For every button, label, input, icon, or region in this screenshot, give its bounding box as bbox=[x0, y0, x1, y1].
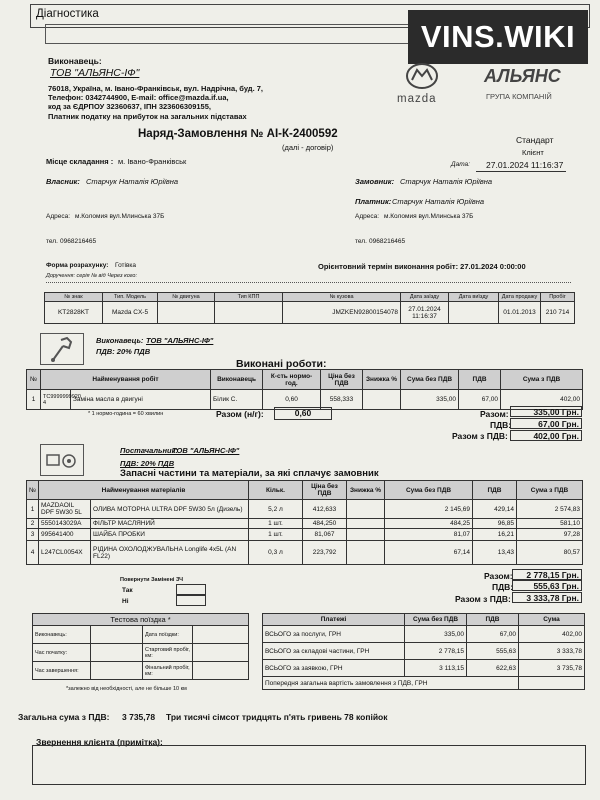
payments-header-name: Платежі bbox=[263, 614, 405, 626]
phone-label: тел. bbox=[46, 238, 58, 245]
order-client: Клієнт bbox=[522, 148, 544, 157]
parts-vat-sum: 555,63 Грн. bbox=[512, 580, 582, 591]
parts-icon bbox=[41, 445, 83, 475]
phone-value: 0968216465 bbox=[60, 238, 97, 245]
address-label: Адреса: bbox=[46, 213, 71, 220]
date-underline bbox=[476, 171, 566, 172]
payments-services-total: 402,00 bbox=[519, 626, 585, 643]
payer-label: Платник: bbox=[355, 197, 392, 206]
test-drive-end-label: Час завершення: bbox=[33, 662, 91, 680]
parts-row2-discount bbox=[347, 519, 385, 529]
vehicle-table bbox=[44, 292, 575, 324]
test-drive-start-km-label: Стартовий пробіг, км: bbox=[143, 644, 193, 662]
works-row-number: 1 bbox=[27, 390, 41, 410]
parts-row1-discount bbox=[347, 500, 385, 519]
table-row bbox=[263, 626, 585, 643]
works-header-price: Ціна без ПДВ bbox=[321, 370, 363, 390]
table-row bbox=[27, 500, 583, 519]
parts-row1-qty: 5,2 л bbox=[249, 500, 303, 519]
works-row-vat: 67,00 bbox=[459, 390, 501, 410]
parts-row4-code: L247CL0054X bbox=[39, 541, 91, 565]
address-value: м.Коломия вул.Млинська 37Б bbox=[75, 213, 165, 220]
customer-value: Старчук Наталія Юріївна bbox=[400, 177, 493, 186]
parts-row4-vat: 13,43 bbox=[473, 541, 517, 565]
mazda-logo-text: mazda bbox=[397, 93, 437, 105]
return-no-label: Ні bbox=[122, 598, 129, 605]
order-subtitle: (далі - договір) bbox=[282, 143, 334, 152]
comment-box[interactable] bbox=[32, 745, 586, 785]
payments-header-vat: ПДВ bbox=[467, 614, 519, 626]
payments-parts-label: ВСЬОГО за складові частини, ГРН bbox=[263, 643, 405, 660]
power-underline bbox=[46, 282, 571, 283]
payer-value: Старчук Наталія Юріївна bbox=[392, 197, 485, 206]
works-header-number: № bbox=[27, 370, 41, 390]
parts-row3-code: 995641400 bbox=[39, 529, 91, 541]
vehicle-header-engine: № двигуна bbox=[158, 293, 215, 302]
works-header-sum: Сума без ПДВ bbox=[401, 370, 459, 390]
order-type: Стандарт bbox=[516, 135, 554, 145]
test-drive-vendor-label: Виконавець: bbox=[33, 626, 91, 644]
works-vendor-name: ТОВ "АЛЬЯНС-ІФ" bbox=[146, 336, 214, 345]
power-of-attorney: Доручення: серія № від Через кого: bbox=[46, 273, 138, 279]
parts-row1-sum: 2 145,69 bbox=[385, 500, 473, 519]
parts-total-vat: 3 333,78 Грн. bbox=[512, 592, 582, 603]
table-row bbox=[263, 643, 585, 660]
parts-supplier-label: Постачальник: bbox=[120, 446, 178, 455]
parts-total-vat-label: Разом з ПДВ: bbox=[455, 594, 511, 604]
payments-final-value bbox=[519, 677, 585, 690]
payments-header-net: Сума без ПДВ bbox=[405, 614, 467, 626]
parts-header-qty: Кільк. bbox=[249, 481, 303, 500]
parts-row1-sum-vat: 2 574,83 bbox=[517, 500, 583, 519]
date-label: Дата: bbox=[451, 161, 470, 168]
test-drive-end-field[interactable] bbox=[91, 662, 143, 680]
parts-header-name: Найменування матеріалів bbox=[39, 481, 249, 500]
parts-row4-number: 4 bbox=[27, 541, 39, 565]
works-header-hours: К-сть нормо-год. bbox=[263, 370, 321, 390]
vehicle-sale-date: 01.01.2013 bbox=[499, 302, 541, 324]
parts-row4-sum: 67,14 bbox=[385, 541, 473, 565]
parts-row4-name: РІДИНА ОХОЛОДЖУВАЛЬНА Longlife 4x5L (AN FL22) bbox=[91, 541, 249, 565]
vehicle-arrival: 27.01.2024 11:16:37 bbox=[401, 302, 449, 324]
works-row-name: Заміна масла в двигуні bbox=[71, 390, 211, 410]
test-drive-end-km-field[interactable] bbox=[193, 662, 249, 680]
works-vendor-label: Виконавець: bbox=[96, 336, 144, 345]
test-drive-start-field[interactable] bbox=[91, 644, 143, 662]
vehicle-mileage: 210 714 bbox=[541, 302, 575, 324]
parts-header-number: № bbox=[27, 481, 39, 500]
vehicle-gearbox bbox=[215, 302, 283, 324]
payments-parts-vat: 555,63 bbox=[467, 643, 519, 660]
vehicle-header-model: Тип. Модель bbox=[103, 293, 158, 302]
works-sum: 335,00 Грн. bbox=[510, 406, 582, 417]
works-row-price: 558,333 bbox=[321, 390, 363, 410]
works-row-hours: 0,60 bbox=[263, 390, 321, 410]
header-subbar bbox=[45, 24, 415, 44]
table-row bbox=[27, 541, 583, 565]
vehicle-header-sale-date: Дата продажу bbox=[499, 293, 541, 302]
parts-row2-sum-vat: 581,10 bbox=[517, 519, 583, 529]
payment-form-value: Готівка bbox=[115, 262, 137, 269]
works-total-hours-label: Разом (н/г): bbox=[216, 409, 264, 419]
parts-sum-label: Разом: bbox=[484, 571, 513, 581]
place-value: м. Івано-Франківськ bbox=[118, 157, 187, 166]
parts-vat: ПДВ: 20% ПДВ bbox=[120, 459, 175, 468]
works-header-discount: Знижка % bbox=[363, 370, 401, 390]
parts-row3-price: 81,067 bbox=[303, 529, 347, 541]
payments-order-vat: 622,63 bbox=[467, 660, 519, 677]
parts-sum: 2 778,15 Грн. bbox=[512, 569, 582, 580]
parts-image-frame bbox=[40, 444, 84, 476]
parts-row4-sum-vat: 80,57 bbox=[517, 541, 583, 565]
payments-parts-net: 2 778,15 bbox=[405, 643, 467, 660]
payments-services-net: 335,00 bbox=[405, 626, 467, 643]
return-yes-label: Так bbox=[122, 587, 133, 594]
payments-table bbox=[262, 613, 585, 690]
payments-order-total: 3 735,78 bbox=[519, 660, 585, 677]
parts-row3-sum-vat: 97,28 bbox=[517, 529, 583, 541]
parts-header-discount: Знижка % bbox=[347, 481, 385, 500]
payments-header-total: Сума bbox=[519, 614, 585, 626]
grand-total-value: 3 735,78 bbox=[122, 712, 156, 722]
payments-parts-total: 3 333,78 bbox=[519, 643, 585, 660]
alliance-logo bbox=[480, 62, 570, 112]
parts-row2-number: 2 bbox=[27, 519, 39, 529]
works-image-frame bbox=[40, 333, 84, 365]
works-row-performer: Білик С. bbox=[211, 390, 263, 410]
parts-header-price: Ціна без ПДВ bbox=[303, 481, 347, 500]
payment-form-label: Форма розрахунку: bbox=[46, 262, 109, 269]
works-note: * 1 нормо-година = 60 хвилин bbox=[88, 411, 164, 417]
watermark: VINS.WIKI bbox=[408, 10, 588, 64]
parts-row3-sum: 81,07 bbox=[385, 529, 473, 541]
parts-row1-price: 412,633 bbox=[303, 500, 347, 519]
works-vat-sum: 67,00 Грн. bbox=[510, 418, 582, 429]
works-vat-label: ПДВ: bbox=[490, 420, 512, 430]
works-row-sum-vat: 402,00 bbox=[501, 390, 583, 410]
vehicle-header-departure: Дата виїзду bbox=[449, 293, 499, 302]
parts-row3-name: ШАЙБА ПРОБКИ bbox=[91, 529, 249, 541]
vendor-contacts: Телефон: 0342744900, E-mail: office@mazda.if.ua, bbox=[48, 93, 229, 102]
works-header-sum-vat: Сума з ПДВ bbox=[501, 370, 583, 390]
payments-order-label: ВСЬОГО за заявкою, ГРН bbox=[263, 660, 405, 677]
parts-header-sum: Сума без ПДВ bbox=[385, 481, 473, 500]
table-row bbox=[263, 660, 585, 677]
parts-row4-qty: 0,3 л bbox=[249, 541, 303, 565]
works-row-sum: 335,00 bbox=[401, 390, 459, 410]
vendor-name: ТОВ "АЛЬЯНС-ІФ" bbox=[50, 67, 140, 79]
parts-supplier-name: ТОВ "АЛЬЯНС-ІФ" bbox=[172, 446, 240, 455]
vehicle-header-vin: № кузова bbox=[283, 293, 401, 302]
works-header-performer: Виконавець bbox=[211, 370, 263, 390]
vehicle-vin: JMZKEN92800154078 bbox=[283, 302, 401, 324]
alliance-logo-text: АЛЬЯНС bbox=[484, 66, 561, 86]
parts-row3-number: 3 bbox=[27, 529, 39, 541]
vendor-address: 76018, Україна, м. Івано-Франківськ, вул. Надрічна, буд. 7, bbox=[48, 84, 263, 93]
table-row bbox=[27, 519, 583, 529]
vehicle-model: Mazda CX-5 bbox=[103, 302, 158, 324]
works-header-vat: ПДВ bbox=[459, 370, 501, 390]
parts-row3-discount bbox=[347, 529, 385, 541]
parts-row3-qty: 1 шт. bbox=[249, 529, 303, 541]
header-title: Діагностика bbox=[36, 8, 99, 20]
vehicle-header-plate: № знак bbox=[45, 293, 103, 302]
test-drive-note: *залежно від необхідності, але не більше 10 км bbox=[66, 686, 187, 692]
parts-row2-qty: 1 шт. bbox=[249, 519, 303, 529]
alliance-logo-sub: ГРУПА КОМПАНІЙ bbox=[486, 92, 552, 101]
parts-row1-vat: 429,14 bbox=[473, 500, 517, 519]
place-label: Місце складання : bbox=[46, 157, 114, 166]
vehicle-header-gearbox: Тип КПП bbox=[215, 293, 283, 302]
parts-row2-price: 484,250 bbox=[303, 519, 347, 529]
table-row bbox=[27, 529, 583, 541]
return-yes-checkbox[interactable] bbox=[176, 584, 206, 595]
vendor-tax: Платник податку на прибуток на загальних підставах bbox=[48, 112, 247, 121]
vendor-label: Виконавець: bbox=[48, 56, 102, 66]
vehicle-departure bbox=[449, 302, 499, 324]
test-drive-start-label: Час початку: bbox=[33, 644, 91, 662]
parts-header-sum-vat: Сума з ПДВ bbox=[517, 481, 583, 500]
address2-value: м.Коломия вул.Млинська 37Б bbox=[384, 213, 474, 220]
works-row-discount bbox=[363, 390, 401, 410]
vehicle-engine bbox=[158, 302, 215, 324]
works-total-vat: 402,00 Грн. bbox=[510, 430, 582, 441]
works-header-name: Найменування робіт bbox=[41, 370, 211, 390]
vehicle-header-mileage: Пробіг bbox=[541, 293, 575, 302]
vehicle-header-arrival: Дата заїзду bbox=[401, 293, 449, 302]
test-drive-date-field[interactable] bbox=[193, 626, 249, 644]
phone2-value: 0968216465 bbox=[369, 238, 406, 245]
test-drive-end-km-label: Фінальний пробіг, км: bbox=[143, 662, 193, 680]
parts-row3-vat: 16,21 bbox=[473, 529, 517, 541]
parts-row1-number: 1 bbox=[27, 500, 39, 519]
grand-total-words: Три тисячі сімсот тридцять п'ять гривень 78 копійок bbox=[166, 712, 388, 722]
parts-row2-sum: 484,25 bbox=[385, 519, 473, 529]
date-value: 27.01.2024 11:16:37 bbox=[486, 160, 564, 170]
payments-services-label: ВСЬОГО за послуги, ГРН bbox=[263, 626, 405, 643]
grand-total-label: Загальна сума з ПДВ: bbox=[18, 712, 110, 722]
payments-final-label: Попередня загальна вартість замовлення з ПДВ, ГРН bbox=[263, 677, 519, 690]
vendor-codes: код за ЄДРПОУ 32360637, ІПН 323606309155, bbox=[48, 102, 211, 111]
address2-label: Адреса: bbox=[355, 213, 380, 220]
payment-term: Орієнтовний термін виконання робіт: 27.01.2024 0:00:00 bbox=[318, 262, 526, 271]
test-drive-table bbox=[32, 613, 249, 680]
test-drive-title: Тестова поїздка * bbox=[33, 614, 249, 626]
works-title: Виконані роботи: bbox=[236, 358, 327, 370]
works-total-hours: 0,60 bbox=[274, 407, 332, 420]
parts-row2-code: 5550143029A bbox=[39, 519, 91, 529]
order-title: Наряд-Замовлення № АІ-К-2400592 bbox=[138, 128, 338, 140]
comment-label: Звернення клієнта (примітка): bbox=[36, 737, 163, 747]
works-vat: ПДВ: 20% ПДВ bbox=[96, 347, 151, 356]
parts-row2-name: ФІЛЬТР МАСЛЯНИЙ bbox=[91, 519, 249, 529]
parts-header-vat: ПДВ bbox=[473, 481, 517, 500]
vehicle-plate: KT2828KT bbox=[45, 302, 103, 324]
payments-order-net: 3 113,15 bbox=[405, 660, 467, 677]
test-drive-date-label: Дата поїздки: bbox=[143, 626, 193, 644]
test-drive-vendor-field[interactable] bbox=[91, 626, 143, 644]
parts-row4-price: 223,792 bbox=[303, 541, 347, 565]
works-table bbox=[26, 369, 583, 410]
owner-label: Власник: bbox=[46, 177, 80, 186]
works-sum-label: Разом: bbox=[480, 409, 509, 419]
parts-title: Запасні частини та матеріали, за які сплачує замовник bbox=[120, 468, 379, 479]
parts-row4-discount bbox=[347, 541, 385, 565]
phone2-label: тел. bbox=[355, 238, 367, 245]
parts-row2-vat: 96,85 bbox=[473, 519, 517, 529]
parts-vat-label: ПДВ: bbox=[492, 582, 514, 592]
parts-table bbox=[26, 480, 583, 565]
test-drive-start-km-field[interactable] bbox=[193, 644, 249, 662]
wrench-icon bbox=[41, 334, 83, 364]
customer-label: Замовник: bbox=[355, 177, 395, 186]
payments-services-vat: 67,00 bbox=[467, 626, 519, 643]
works-row-code: TC9999999920 4 bbox=[41, 390, 71, 410]
owner-value: Старчук Наталія Юріївна bbox=[86, 177, 179, 186]
return-no-checkbox[interactable] bbox=[176, 595, 206, 606]
works-total-vat-label: Разом з ПДВ: bbox=[452, 431, 508, 441]
mazda-logo bbox=[395, 60, 450, 108]
parts-row1-code: MAZDAOIL DPF 5W30 5L bbox=[39, 500, 91, 519]
parts-row1-name: ОЛИВА МОТОРНА ULTRA DPF 5W30 5л (Дизель) bbox=[91, 500, 249, 519]
return-parts-label: Повернути Замінені ЗЧ bbox=[120, 577, 184, 583]
